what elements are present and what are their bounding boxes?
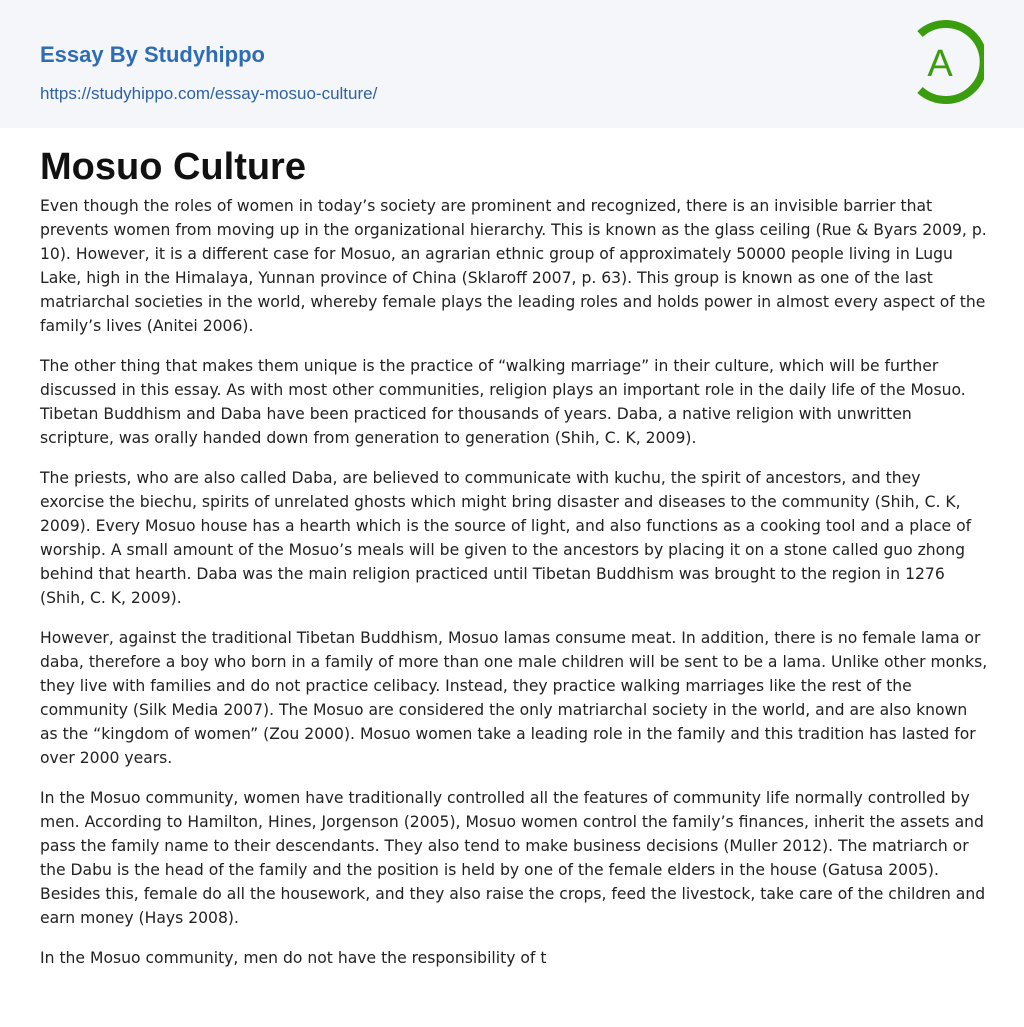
paragraph: In the Mosuo community, women have traditionally controlled all the features of community life normally controlled by men. According to Hamilton, Hines, Jorgenson (2005), Mosuo women control the family’s finances, inherit the assets and pass the family name to their descendants. They also tend to make business decisions (Muller 2012). The matriarch or the Dabu is the head of the family and the position is held by one of the female elders in the house (Gatusa 2005). Besides this, female do all the housework, and they also raise the crops, feed the livestock, take care of the children and earn money (Hays 2008). [40,789,986,927]
essay-url-link[interactable]: https://studyhippo.com/essay-mosuo-culture/ [40,84,378,103]
studyhippo-logo-icon [912,20,984,104]
paragraph: The other thing that makes them unique is the practice of “walking marriage” in their culture, which will be further discussed in this essay. As with most other communities, religion plays an important role in the daily life of the Mosuo. Tibetan Buddhism and Daba have been practiced for thousands of years. Daba, a native religion with unwritten scripture, was orally handed down from generation to generation (Shih, C. K, 2009). [40,357,966,447]
paragraph: In the Mosuo community, men do not have the responsibility of t [40,949,547,967]
paragraph: The priests, who are also called Daba, are believed to communicate with kuchu, the spirit of ancestors, and they exorcise the biechu, spirits of unrelated ghosts which might bring disaster and diseases to the community (Shih, C. K, 2009). Every Mosuo house has a hearth which is the source of light, and also functions as a cooking tool and a place of worship. A small amount of the Mosuo’s meals will be given to the ancestors by placing it on a stone called guo zhong behind that hearth. Daba was the main religion practiced until Tibetan Buddhism was brought to the region in 1276 (Shih, C. K, 2009). [40,469,972,607]
paragraph: Even though the roles of women in today’s society are prominent and recognized, there is an invisible barrier that prevents women from moving up in the organizational hierarchy. This is known as the glass ceiling (Rue & Byars 2009, p. 10). However, it is a different case for Mosuo, an agrarian ethnic group of approximately 50000 people living in Lugu Lake, high in the Himalaya, Yunnan province of China (Sklaroff 2007, p. 63). This group is known as one of the last matriarchal societies in the world, whereby female plays the leading roles and holds power in almost every aspect of the family’s lives (Anitei 2006). [40,197,987,335]
site-header [0,0,1024,128]
paragraph: However, against the traditional Tibetan Buddhism, Mosuo lamas consume meat. In addition, there is no female lama or daba, therefore a boy who born in a family of more than one male children will be sent to be a lama. Unlike other monks, they live with families and do not practice celibacy. Instead, they practice walking marriages like the rest of the community (Silk Media 2007). The Mosuo are considered the only matriarchal society in the world, and are also known as the “kingdom of women” (Zou 2000). Mosuo women take a leading role in the family and this tradition has lasted for over 2000 years. [40,629,988,767]
site-title: Essay By Studyhippo [40,42,265,67]
page-title: Mosuo Culture [40,146,306,188]
svg-text:A: A [927,43,953,85]
essay-body [40,194,988,986]
